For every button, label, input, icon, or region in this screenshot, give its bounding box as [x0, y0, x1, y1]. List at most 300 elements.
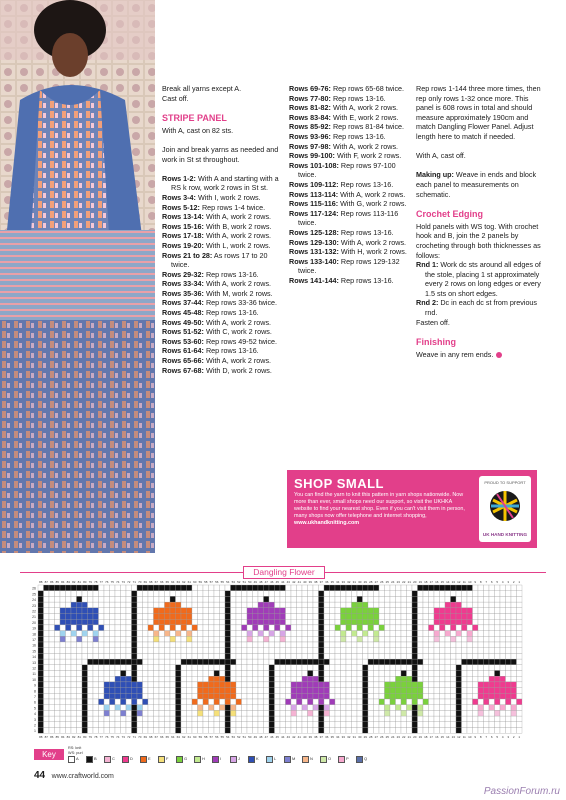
- chart-cell: [473, 682, 479, 688]
- stitch-number-bottom: 13: [451, 735, 455, 740]
- chart-cell: [423, 693, 429, 699]
- pattern-row: [162, 318, 282, 328]
- stitch-number-top: 7: [485, 580, 488, 584]
- stitch-number-top: 48: [259, 580, 263, 584]
- chart-cell: [104, 596, 110, 602]
- chart-cell: [286, 688, 292, 694]
- chart-cell: [121, 705, 127, 711]
- chart-cell: [220, 625, 226, 631]
- chart-cell: [511, 619, 517, 625]
- chart-cell: [181, 625, 187, 631]
- chart-cell: [126, 722, 132, 728]
- chart-cell: [385, 671, 391, 677]
- chart-cell: [93, 653, 99, 659]
- chart-cell: [55, 596, 61, 602]
- chart-cell: [280, 676, 286, 682]
- rnd-1-label: Rnd 1:: [416, 260, 439, 270]
- chart-cell: [445, 665, 451, 671]
- stitch-number-top: 85: [55, 580, 59, 584]
- chart-cell: [280, 619, 286, 625]
- key-swatch: [140, 756, 147, 763]
- chart-cell: [440, 699, 446, 705]
- chart-cell: [44, 705, 50, 711]
- chart-cell: [440, 636, 446, 642]
- chart-cell: [170, 722, 176, 728]
- chart-cell: [324, 665, 330, 671]
- chart-cell: [451, 688, 457, 694]
- chart-cell: [352, 614, 358, 620]
- chart-cell: [44, 591, 50, 597]
- chart-cell: [385, 596, 391, 602]
- chart-cell: [456, 602, 462, 608]
- chart-cell: [264, 665, 270, 671]
- chart-cell: [214, 625, 220, 631]
- chart-cell: [220, 722, 226, 728]
- chart-cell: [517, 608, 523, 614]
- chart-cell: [159, 705, 165, 711]
- stitch-number-top: 74: [116, 580, 120, 584]
- chart-cell: [445, 710, 451, 716]
- chart-cell: [308, 585, 314, 591]
- chart-cell: [335, 619, 341, 625]
- chart-cell: [456, 619, 462, 625]
- chart-cell: [110, 722, 116, 728]
- stitch-number-bottom: 78: [94, 735, 98, 740]
- chart-cell: [137, 688, 143, 694]
- chart-cell: [379, 671, 385, 677]
- chart-cell: [253, 693, 259, 699]
- chart-cell: [368, 631, 374, 637]
- chart-cell: [115, 705, 121, 711]
- chart-cell: [38, 619, 44, 625]
- chart-cell: [363, 614, 369, 620]
- stitch-number-bottom: 82: [72, 735, 76, 740]
- chart-cell: [148, 722, 154, 728]
- chart-cell: [253, 585, 259, 591]
- chart-cell: [363, 625, 369, 631]
- chart-cell: [55, 659, 61, 665]
- pattern-row-label: Rows 3-4:: [162, 192, 196, 202]
- chart-cell: [456, 596, 462, 602]
- chart-cell: [225, 585, 231, 591]
- chart-cell: [71, 716, 77, 722]
- chart-cell: [462, 625, 468, 631]
- chart-cell: [341, 659, 347, 665]
- chart-cell: [159, 671, 165, 677]
- chart-cell: [308, 728, 314, 734]
- chart-cell: [473, 585, 479, 591]
- chart-cell: [280, 602, 286, 608]
- chart-cell: [511, 716, 517, 722]
- chart-cell: [385, 710, 391, 716]
- chart-cell: [445, 676, 451, 682]
- chart-cell: [159, 693, 165, 699]
- chart-cell: [434, 653, 440, 659]
- chart-cell: [330, 648, 336, 654]
- chart-cell: [170, 716, 176, 722]
- chart-cell: [357, 596, 363, 602]
- chart-cell: [385, 636, 391, 642]
- chart-cell: [346, 642, 352, 648]
- chart-cell: [93, 596, 99, 602]
- chart-cell: [247, 722, 253, 728]
- stitch-number-bottom: 44: [281, 735, 285, 740]
- chart-cell: [451, 591, 457, 597]
- chart-cell: [313, 614, 319, 620]
- chart-cell: [71, 585, 77, 591]
- chart-cell: [148, 636, 154, 642]
- chart-cell: [148, 619, 154, 625]
- chart-cell: [82, 716, 88, 722]
- chart-cell: [269, 653, 275, 659]
- chart-cell: [110, 648, 116, 654]
- chart-cell: [335, 710, 341, 716]
- chart-cell: [363, 591, 369, 597]
- chart-cell: [330, 602, 336, 608]
- stitch-number-bottom: 70: [138, 735, 142, 740]
- stitch-number-bottom: 68: [149, 735, 153, 740]
- chart-cell: [115, 722, 121, 728]
- chart-cell: [335, 659, 341, 665]
- chart-cell: [418, 676, 424, 682]
- chart-cell: [363, 671, 369, 677]
- chart-cell: [176, 671, 182, 677]
- chart-cell: [137, 619, 143, 625]
- chart-cell: [99, 659, 105, 665]
- chart-cell: [231, 710, 237, 716]
- chart-cell: [330, 688, 336, 694]
- chart-cell: [247, 631, 253, 637]
- chart-cell: [159, 608, 165, 614]
- chart-cell: [242, 676, 248, 682]
- footer-url[interactable]: www.craftworld.com: [51, 773, 114, 780]
- stitch-number-bottom: 63: [176, 735, 180, 740]
- chart-cell: [407, 602, 413, 608]
- chart-cell: [104, 688, 110, 694]
- chart-cell: [357, 682, 363, 688]
- chart-cell: [308, 665, 314, 671]
- chart-cell: [401, 665, 407, 671]
- stitch-number-top: 12: [457, 580, 461, 584]
- chart-cell: [88, 722, 94, 728]
- chart-cell: [170, 608, 176, 614]
- stitch-number-bottom: 29: [363, 735, 367, 740]
- chart-cell: [478, 636, 484, 642]
- chart-cell: [341, 716, 347, 722]
- pattern-row: [162, 222, 282, 232]
- chart-cell: [297, 716, 303, 722]
- stitch-number-bottom: 59: [198, 735, 202, 740]
- chart-cell: [280, 636, 286, 642]
- chart-cell: [418, 619, 424, 625]
- pattern-row-text: Rep rows 129-132 twice.: [298, 256, 400, 276]
- chart-cell: [220, 705, 226, 711]
- chart-cell: [313, 728, 319, 734]
- chart-cell: [434, 648, 440, 654]
- chart-cell: [110, 693, 116, 699]
- chart-cell: [49, 602, 55, 608]
- shop-small-url[interactable]: www.ukhandknitting.com: [294, 520, 360, 527]
- chart-cell: [60, 722, 66, 728]
- chart-cell: [115, 585, 121, 591]
- chart-cell: [209, 591, 215, 597]
- chart-cell: [121, 614, 127, 620]
- chart-cell: [187, 688, 193, 694]
- chart-cell: [143, 699, 149, 705]
- chart-cell: [253, 631, 259, 637]
- chart-cell: [390, 728, 396, 734]
- chart-cell: [82, 705, 88, 711]
- chart-cell: [71, 591, 77, 597]
- chart-cell: [38, 676, 44, 682]
- chart-cell: [379, 682, 385, 688]
- chart-cell: [396, 722, 402, 728]
- chart-cell: [44, 710, 50, 716]
- chart-cell: [154, 671, 160, 677]
- chart-cell: [412, 722, 418, 728]
- chart-cell: [297, 648, 303, 654]
- chart-cell: [495, 596, 501, 602]
- chart-cell: [269, 699, 275, 705]
- chart-cell: [407, 693, 413, 699]
- stitch-number-bottom: 2: [512, 735, 515, 740]
- chart-cell: [198, 665, 204, 671]
- chart-cell: [49, 636, 55, 642]
- chart-cell: [165, 693, 171, 699]
- chart-cell: [187, 665, 193, 671]
- chart-cell: [462, 682, 468, 688]
- chart-cell: [346, 676, 352, 682]
- chart-cell: [429, 585, 435, 591]
- chart-cell: [473, 636, 479, 642]
- chart-cell: [341, 596, 347, 602]
- chart-cell: [418, 631, 424, 637]
- chart-cell: [390, 591, 396, 597]
- pattern-row: [162, 346, 282, 356]
- chart-cell: [82, 699, 88, 705]
- chart-cell: [203, 614, 209, 620]
- chart-cell: [132, 602, 138, 608]
- chart-cell: [209, 693, 215, 699]
- chart-cell: [154, 642, 160, 648]
- chart-cell: [363, 642, 369, 648]
- stitch-number-bottom: 62: [182, 735, 186, 740]
- chart-cell: [154, 602, 160, 608]
- chart-cell: [71, 631, 77, 637]
- key-swatch-label: E: [148, 755, 151, 761]
- chart-cell: [297, 728, 303, 734]
- chart-cell: [478, 653, 484, 659]
- key-swatch: [266, 756, 273, 763]
- chart-cell: [159, 699, 165, 705]
- chart-cell: [423, 659, 429, 665]
- chart-cell: [176, 619, 182, 625]
- stitch-number-top: 77: [99, 580, 103, 584]
- chart-cell: [429, 636, 435, 642]
- pattern-row-label: Rows 61-64:: [162, 346, 204, 356]
- chart-cell: [291, 636, 297, 642]
- chart-cell: [445, 699, 451, 705]
- row-number: 5: [34, 706, 36, 711]
- chart-cell: [132, 636, 138, 642]
- chart-cell: [423, 653, 429, 659]
- chart-cell: [269, 728, 275, 734]
- chart-cell: [423, 728, 429, 734]
- chart-cell: [484, 671, 490, 677]
- chart-cell: [88, 614, 94, 620]
- pattern-row-label: Rows 53-60:: [162, 336, 204, 346]
- chart-cell: [203, 625, 209, 631]
- chart-cell: [291, 659, 297, 665]
- key-swatch-label: C: [112, 755, 115, 761]
- chart-cell: [209, 642, 215, 648]
- chart-cell: [495, 716, 501, 722]
- chart-cell: [209, 710, 215, 716]
- chart-cell: [258, 591, 264, 597]
- chart-cell: [418, 710, 424, 716]
- chart-cell: [71, 596, 77, 602]
- chart-cell: [434, 705, 440, 711]
- chart-cell: [187, 705, 193, 711]
- ukhk-badge: [479, 476, 531, 542]
- chart-cell: [132, 722, 138, 728]
- chart-cell: [126, 625, 132, 631]
- chart-cell: [313, 659, 319, 665]
- chart-cell: [220, 653, 226, 659]
- finishing-text: [416, 350, 541, 360]
- chart-cell: [330, 699, 336, 705]
- chart-cell: [71, 642, 77, 648]
- chart-cell: [269, 619, 275, 625]
- chart-cell: [308, 716, 314, 722]
- chart-cell: [473, 648, 479, 654]
- chart-cell: [478, 631, 484, 637]
- stitch-number-top: 59: [198, 580, 202, 584]
- chart-cell: [517, 710, 523, 716]
- chart-cell: [264, 682, 270, 688]
- chart-cell: [291, 716, 297, 722]
- chart-cell: [297, 665, 303, 671]
- stitch-number-top: 78: [94, 580, 98, 584]
- pattern-row-label: Rows 51-52:: [162, 327, 204, 337]
- chart-cell: [82, 585, 88, 591]
- chart-cell: [93, 693, 99, 699]
- chart-cell: [214, 671, 220, 677]
- chart-cell: [66, 636, 72, 642]
- chart-cell: [286, 596, 292, 602]
- chart-cell: [418, 614, 424, 620]
- chart-cell: [517, 688, 523, 694]
- chart-cell: [44, 676, 50, 682]
- chart-cell: [104, 591, 110, 597]
- chart-cell: [115, 659, 121, 665]
- chart-cell: [429, 631, 435, 637]
- chart-cell: [291, 671, 297, 677]
- chart-cell: [374, 722, 380, 728]
- chart-cell: [511, 676, 517, 682]
- chart-cell: [374, 659, 380, 665]
- stitch-number-top: 15: [440, 580, 444, 584]
- chart-cell: [434, 710, 440, 716]
- chart-cell: [489, 596, 495, 602]
- chart-cell: [231, 716, 237, 722]
- chart-cell: [280, 591, 286, 597]
- chart-cell: [225, 648, 231, 654]
- stitch-number-top: 32: [347, 580, 351, 584]
- chart-cell: [55, 653, 61, 659]
- chart-cell: [115, 591, 121, 597]
- chart-cell: [302, 659, 308, 665]
- chart-cell: [429, 614, 435, 620]
- stitch-number-bottom: 73: [121, 735, 125, 740]
- chart-cell: [143, 642, 149, 648]
- chart-cell: [132, 608, 138, 614]
- chart-cell: [324, 625, 330, 631]
- chart-cell: [396, 619, 402, 625]
- chart-cell: [396, 596, 402, 602]
- chart-cell: [264, 602, 270, 608]
- chart-cell: [44, 614, 50, 620]
- chart-cell: [137, 614, 143, 620]
- chart-cell: [308, 653, 314, 659]
- chart-cell: [418, 659, 424, 665]
- chart-cell: [154, 705, 160, 711]
- chart-cell: [478, 614, 484, 620]
- chart-cell: [511, 608, 517, 614]
- chart-cell: [489, 648, 495, 654]
- chart-cell: [269, 642, 275, 648]
- chart-cell: [473, 602, 479, 608]
- chart-cell: [253, 671, 259, 677]
- chart-cell: [330, 619, 336, 625]
- chart-cell: [126, 676, 132, 682]
- chart-cell: [462, 665, 468, 671]
- pattern-row-text: Rep rows 97-100 twice.: [298, 160, 396, 180]
- chart-cell: [154, 676, 160, 682]
- chart-cell: [511, 636, 517, 642]
- chart-cell: [374, 728, 380, 734]
- chart-cell: [456, 648, 462, 654]
- stitch-number-bottom: 22: [402, 735, 406, 740]
- chart-cell: [401, 653, 407, 659]
- row-number: 23: [32, 603, 36, 608]
- chart-cell: [495, 688, 501, 694]
- chart-cell: [423, 671, 429, 677]
- chart-cell: [49, 693, 55, 699]
- chart-cell: [517, 642, 523, 648]
- chart-cell: [335, 631, 341, 637]
- chart-cell: [44, 648, 50, 654]
- chart-cell: [82, 693, 88, 699]
- chart-cell: [170, 676, 176, 682]
- chart-cell: [93, 631, 99, 637]
- chart-cell: [66, 653, 72, 659]
- chart-cell: [313, 631, 319, 637]
- pattern-row-label: Rows 81-82:: [289, 103, 331, 113]
- chart-cell: [489, 585, 495, 591]
- chart-cell: [275, 676, 281, 682]
- chart-cell: [390, 648, 396, 654]
- chart-cell: [280, 722, 286, 728]
- chart-cell: [275, 631, 281, 637]
- chart-cell: [181, 608, 187, 614]
- chart-cell: [363, 682, 369, 688]
- pattern-row-text: Rep rows 1-4 twice.: [199, 202, 266, 212]
- chart-cell: [209, 619, 215, 625]
- chart-cell: [55, 602, 61, 608]
- chart-cell: [363, 676, 369, 682]
- chart-cell: [401, 585, 407, 591]
